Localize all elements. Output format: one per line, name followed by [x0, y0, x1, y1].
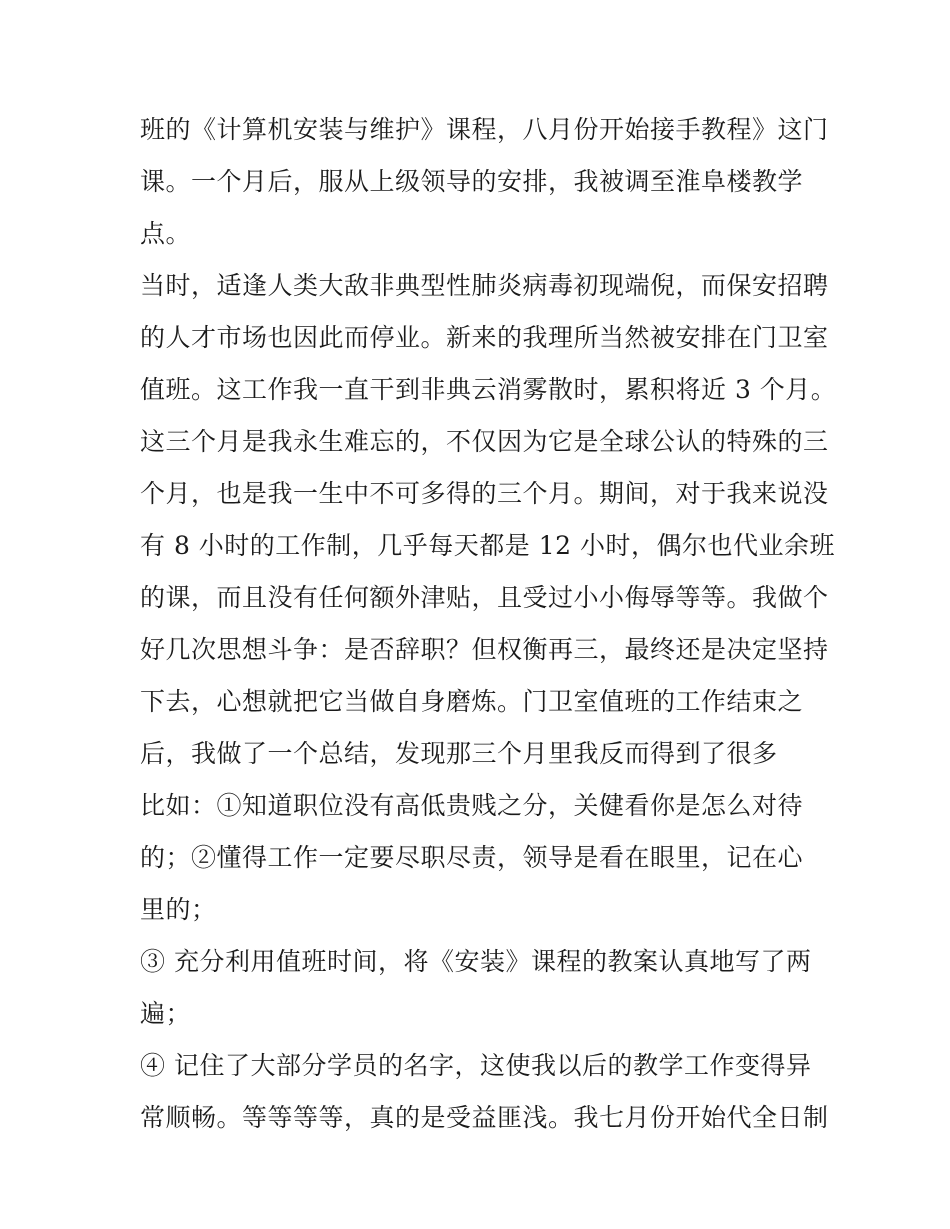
text-line: 有 8 小时的工作制，几乎每天都是 12 小时，偶尔也代业余班	[140, 531, 836, 560]
body-text	[140, 104, 837, 1144]
text-line: 的；②懂得工作一定要尽职尽责，领导是看在眼里，记在心	[140, 843, 804, 872]
text-line: ④ 记住了大部分学员的名字，这使我以后的教学工作变得异	[140, 1051, 812, 1080]
text-line: 的人才市场也因此而停业。新来的我理所当然被安排在门卫室	[140, 323, 829, 352]
text-line: 班的《计算机安装与维护》课程，八月份开始接手教程》这门	[140, 115, 829, 144]
text-line: 后，我做了一个总结，发现那三个月里我反而得到了很多	[140, 739, 778, 768]
text-line: 遍；	[140, 999, 192, 1028]
text-line: 当时，适逢人类大敌非典型性肺炎病毒初现端倪，而保安招聘	[140, 271, 829, 300]
text-line: 这三个月是我永生难忘的，不仅因为它是全球公认的特殊的三	[140, 427, 829, 456]
text-line: 值班。这工作我一直干到非典云消雾散时，累积将近 3 个月。	[140, 375, 837, 404]
text-line: 下去，心想就把它当做自身磨炼。门卫室值班的工作结束之	[140, 687, 804, 716]
text-line: 好几次思想斗争：是否辞职？但权衡再三，最终还是决定坚持	[140, 635, 829, 664]
text-line: ③ 充分利用值班时间，将《安装》课程的教案认真地写了两	[140, 947, 812, 976]
text-line: 常顺畅。等等等等，真的是受益匪浅。我七月份开始代全日制	[140, 1103, 829, 1132]
text-line: 个月，也是我一生中不可多得的三个月。期间，对于我来说没	[140, 479, 829, 508]
text-line: 里的；	[140, 895, 217, 924]
text-line: 的课，而且没有任何额外津贴，且受过小小侮辱等等。我做个	[140, 583, 829, 612]
text-line: 课。一个月后，服从上级领导的安排，我被调至淮阜楼教学	[140, 167, 804, 196]
text-line: 点。	[140, 219, 192, 248]
text-line: 比如：①知道职位没有高低贵贱之分，关健看你是怎么对待	[140, 791, 804, 820]
